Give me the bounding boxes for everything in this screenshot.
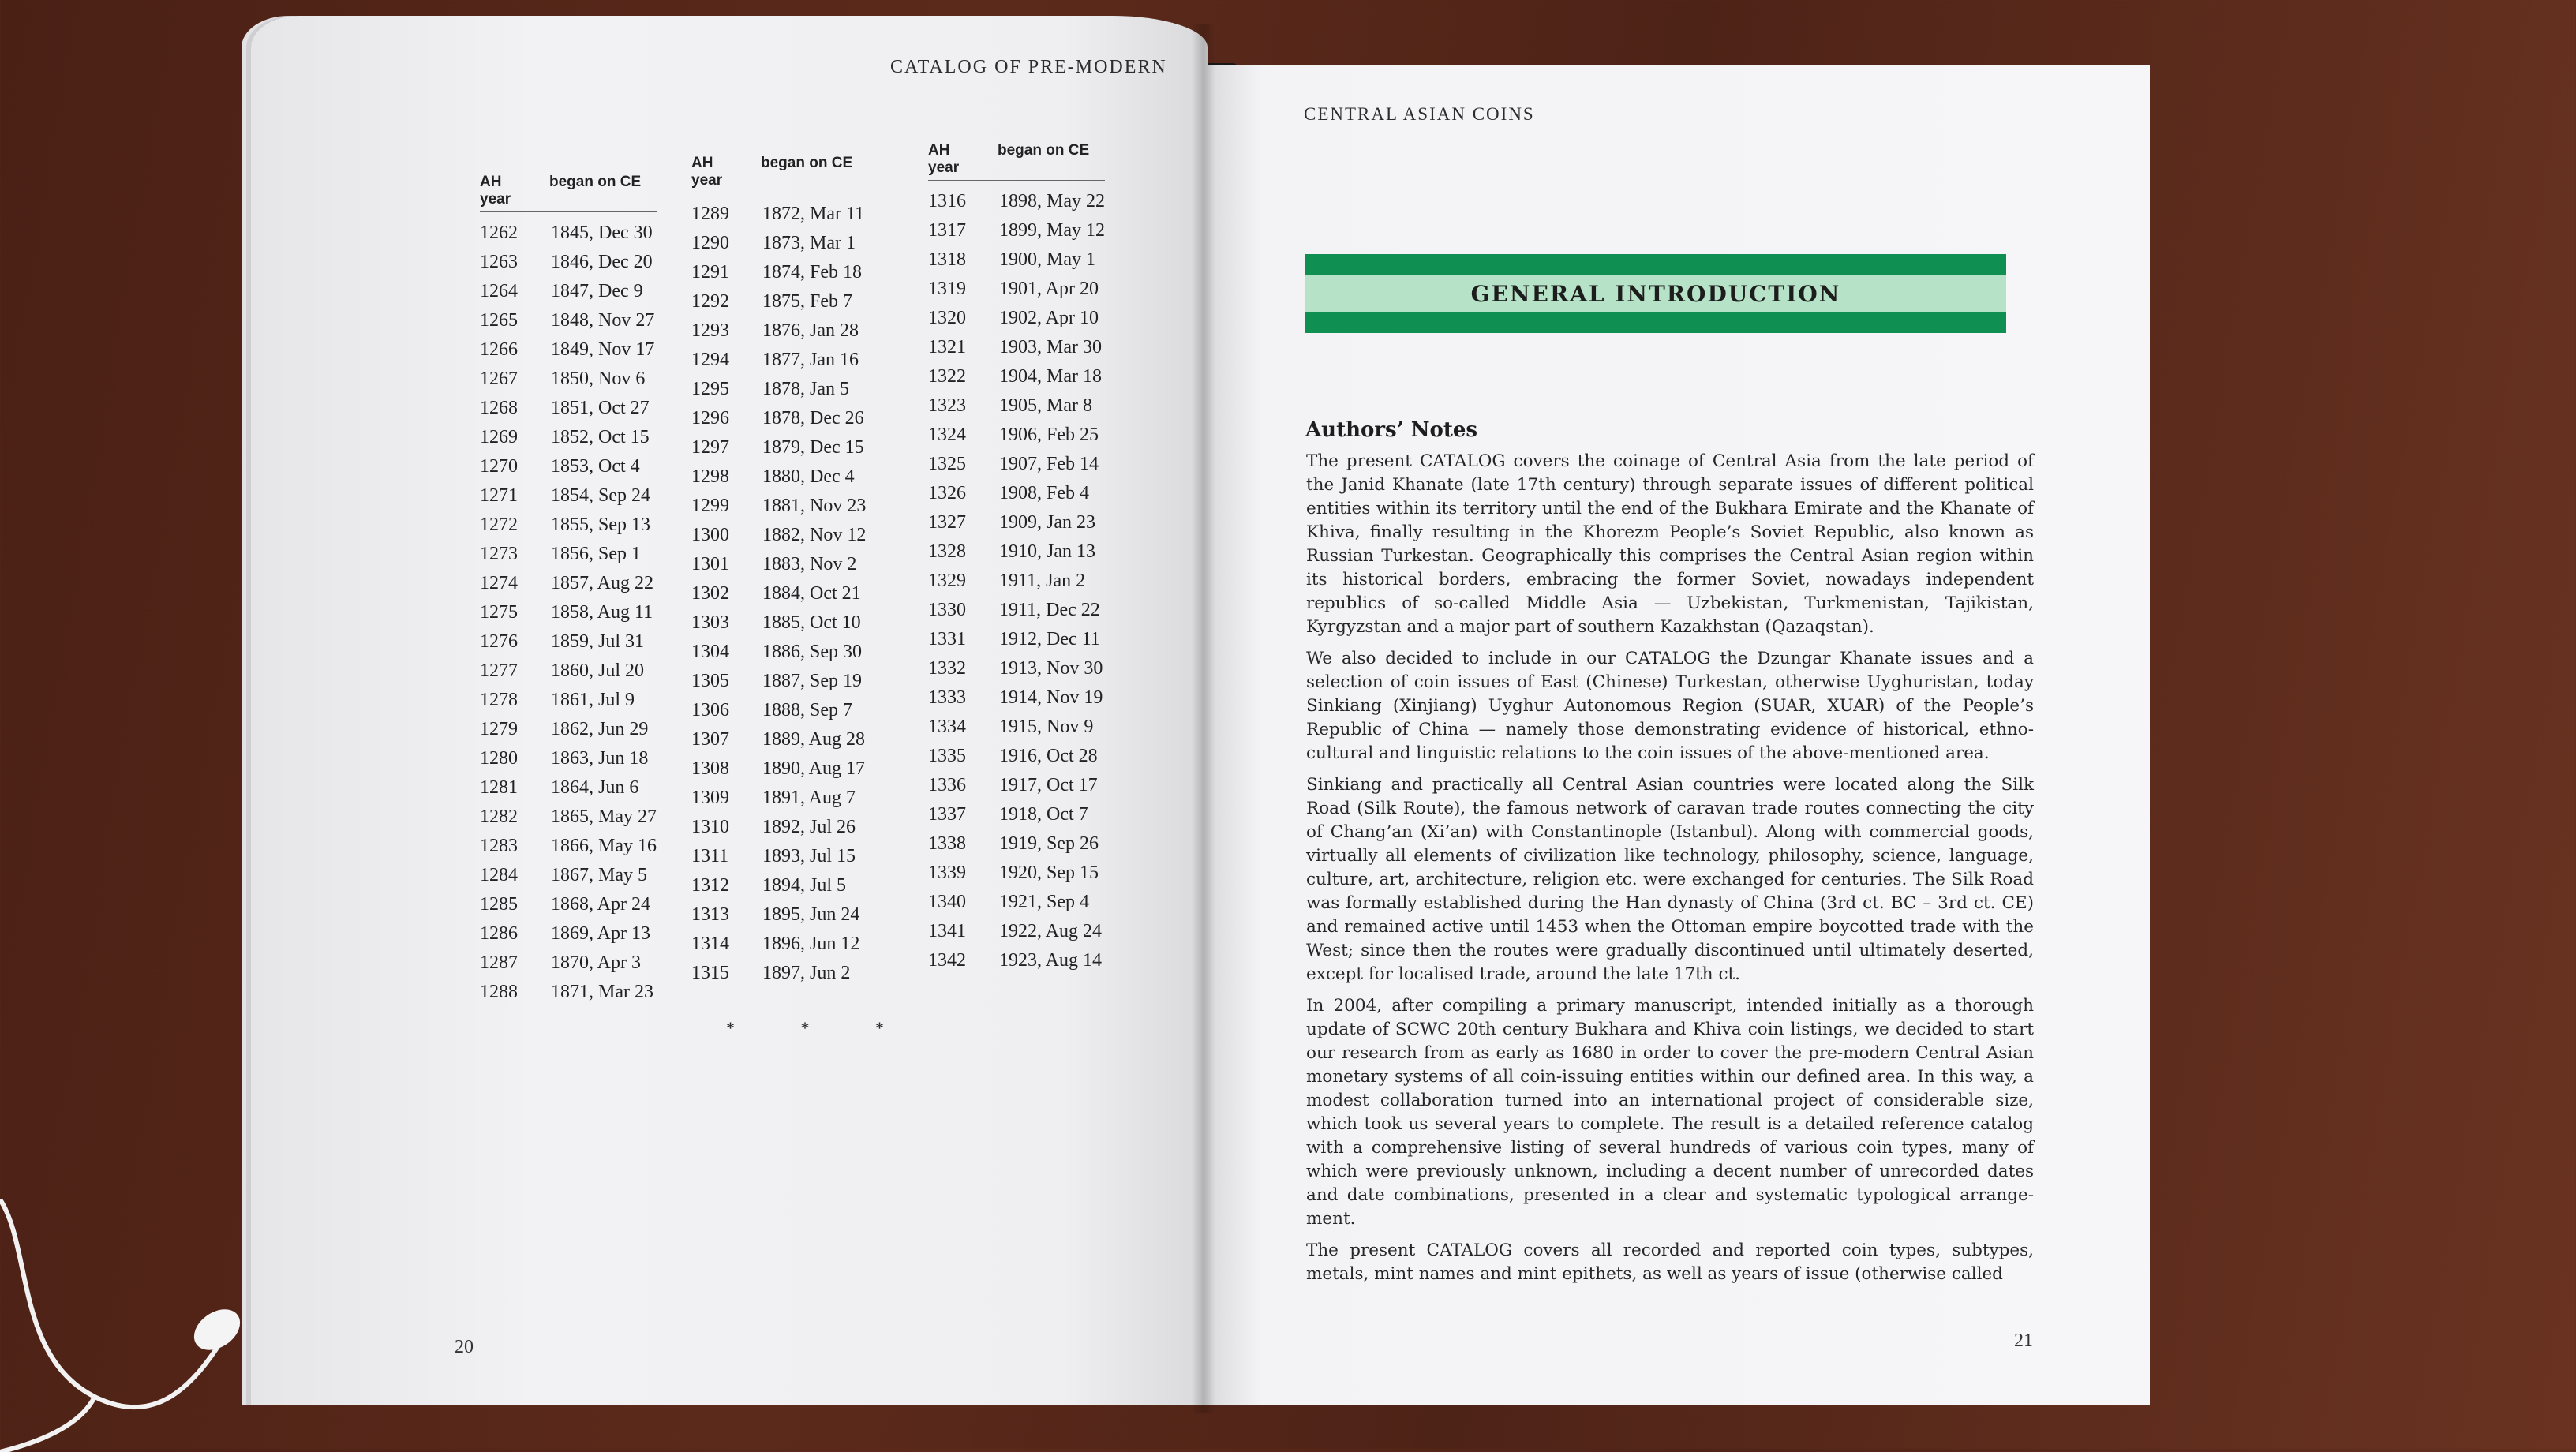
ce-date: 1904, Mar 18	[999, 366, 1102, 387]
page-number-right: 21	[2014, 1330, 2033, 1351]
ah-year: 1299	[691, 496, 729, 516]
calendar-row	[928, 596, 1105, 625]
calendar-row	[691, 784, 866, 813]
calendar-row	[691, 550, 866, 579]
calendar-row	[480, 890, 657, 919]
ah-year: 1280	[480, 748, 518, 769]
ah-year: 1291	[691, 262, 729, 283]
calendar-row	[928, 742, 1105, 771]
ce-date: 1850, Nov 6	[551, 369, 646, 389]
ce-date: 1897, Jun 2	[762, 963, 851, 983]
book-gutter	[1192, 24, 1215, 1413]
calendar-row	[480, 394, 657, 423]
ah-year: 1317	[928, 220, 966, 241]
ah-year: 1321	[928, 337, 966, 357]
calendar-row	[691, 813, 866, 842]
ce-date: 1923, Aug 14	[999, 950, 1103, 971]
ce-date: 1849, Nov 17	[551, 339, 655, 360]
calendar-row	[691, 959, 866, 988]
calendar-row	[480, 949, 657, 978]
calendar-row	[480, 744, 657, 773]
ah-year: 1281	[480, 777, 518, 798]
ah-year: 1310	[691, 817, 729, 837]
ah-year: 1289	[691, 204, 729, 224]
ce-date: 1848, Nov 27	[551, 310, 655, 331]
calendar-row	[480, 569, 657, 598]
calendar-row	[480, 803, 657, 832]
calendar-row	[928, 187, 1105, 216]
ce-date: 1910, Jan 13	[999, 541, 1095, 562]
ah-year: 1326	[928, 483, 966, 503]
ce-date: 1896, Jun 12	[762, 934, 860, 954]
ah-year: 1318	[928, 249, 966, 270]
ce-date: 1900, May 1	[999, 249, 1095, 270]
ah-year: 1267	[480, 369, 518, 389]
calendar-row	[480, 919, 657, 949]
ce-date: 1878, Jan 5	[762, 379, 849, 399]
calendar-row	[928, 479, 1105, 508]
calendar-header-ah: AH year	[928, 142, 960, 176]
calendar-row	[928, 450, 1105, 479]
asterisk: *	[726, 1018, 735, 1038]
ah-year: 1301	[691, 554, 729, 574]
ce-date: 1862, Jun 29	[551, 719, 649, 739]
calendar-row	[928, 946, 1105, 975]
calendar-row	[928, 683, 1105, 713]
ce-date: 1905, Mar 8	[999, 395, 1092, 416]
ce-date: 1869, Apr 13	[551, 923, 650, 944]
calendar-header	[691, 155, 866, 193]
calendar-row	[691, 404, 866, 433]
ce-date: 1894, Jul 5	[762, 875, 847, 896]
ah-year: 1271	[480, 485, 518, 506]
calendar-header-ah: AH year	[691, 155, 723, 189]
ah-year: 1334	[928, 717, 966, 737]
ah-year: 1325	[928, 454, 966, 474]
ce-date: 1872, Mar 11	[762, 204, 865, 224]
ah-year: 1314	[691, 934, 729, 954]
ce-date: 1901, Apr 20	[999, 279, 1099, 299]
calendar-row	[691, 579, 866, 608]
calendar-row	[691, 316, 866, 346]
calendar-row	[480, 219, 657, 248]
ah-year: 1342	[928, 950, 966, 971]
calendar-header	[928, 142, 1105, 181]
ce-date: 1853, Oct 4	[551, 456, 640, 477]
calendar-header-ce: began on CE	[549, 174, 642, 190]
calendar-column-3	[928, 142, 1105, 975]
calendar-row	[928, 362, 1105, 391]
calendar-row	[928, 829, 1105, 859]
ce-date: 1877, Jan 16	[762, 350, 859, 370]
ah-year: 1323	[928, 395, 966, 416]
chapter-banner	[1305, 254, 2006, 333]
ce-date: 1899, May 12	[999, 220, 1105, 241]
ce-date: 1847, Dec 9	[551, 281, 643, 301]
ah-year: 1329	[928, 571, 966, 591]
ce-date: 1893, Jul 15	[762, 846, 856, 866]
ce-date: 1920, Sep 15	[999, 863, 1099, 883]
ce-date: 1880, Dec 4	[762, 466, 855, 487]
ah-year: 1276	[480, 631, 518, 652]
ce-date: 1868, Apr 24	[551, 894, 650, 915]
ah-year: 1293	[691, 320, 729, 341]
calendar-row	[691, 930, 866, 959]
ce-date: 1909, Jan 23	[999, 512, 1095, 533]
calendar-header-ce: began on CE	[761, 155, 853, 171]
calendar-row	[928, 508, 1105, 537]
calendar-row	[480, 540, 657, 569]
ah-year: 1268	[480, 398, 518, 418]
ah-year: 1262	[480, 223, 518, 243]
ce-date: 1852, Oct 15	[551, 427, 650, 447]
ah-year: 1287	[480, 952, 518, 973]
ce-date: 1921, Sep 4	[999, 892, 1089, 912]
asterisk: *	[875, 1018, 884, 1038]
section-separator	[726, 1018, 884, 1038]
ah-year: 1296	[691, 408, 729, 428]
ah-year: 1311	[691, 846, 729, 866]
calendar-row	[691, 871, 866, 900]
ce-date: 1865, May 27	[551, 806, 657, 827]
ce-date: 1922, Aug 24	[999, 921, 1103, 941]
ce-date: 1864, Jun 6	[551, 777, 639, 798]
ah-year: 1284	[480, 865, 518, 885]
ce-date: 1914, Nov 19	[999, 687, 1103, 708]
ce-date: 1874, Feb 18	[762, 262, 862, 283]
ce-date: 1858, Aug 11	[551, 602, 653, 623]
calendar-row	[928, 567, 1105, 596]
calendar-row	[928, 391, 1105, 421]
calendar-row	[480, 277, 657, 306]
ce-date: 1912, Dec 11	[999, 629, 1100, 649]
calendar-row	[480, 657, 657, 686]
calendar-row	[928, 713, 1105, 742]
ce-date: 1892, Jul 26	[762, 817, 856, 837]
chapter-title: GENERAL INTRODUCTION	[1305, 275, 2006, 312]
ce-date: 1876, Jan 28	[762, 320, 859, 341]
ah-year: 1322	[928, 366, 966, 387]
ah-year: 1270	[480, 456, 518, 477]
calendar-row	[928, 421, 1105, 450]
calendar-row	[480, 978, 657, 1007]
ce-date: 1870, Apr 3	[551, 952, 641, 973]
ce-date: 1886, Sep 30	[762, 642, 862, 662]
ce-date: 1911, Jan 2	[999, 571, 1086, 591]
calendar-header-ce: began on CE	[998, 142, 1090, 159]
ah-year: 1292	[691, 291, 729, 312]
calendar-row	[928, 216, 1105, 245]
ah-year: 1312	[691, 875, 729, 896]
paragraph: Sinkiang and practically all Central Asian countries were located along the Silk Road (Silk Route), the famous network of caravan trade routes connecting the city of Chang’an (Xi’an) with Constantinople (Istanbul). Along with commercial goods, virtually all elements of civilization like technology, philosophy, science, language, culture, art, architecture, religion etc. were exchanged for centuries. The Silk Road was formally established during the Han dynasty of China (3rd ct. BC – 3rd ct. CE) and remained active until 1453 when the Ottoman empire boycotted trade with the West; since then the routes were gradually discontinued until ultimately deserted, except for localised trade, around the late 17th ct.	[1306, 775, 2034, 984]
paragraph: In 2004, after compiling a primary manuscript, intended initially as a thorough update of SCWC 20th century Bukhara and Khiva coin listings, we decided to start our research from as early as 1680 in order to cover the pre-modern Central Asian monetary systems of all coin-issuing entities within our defined area. In this way, a modest collaboration turned into an international project of considerable size, which took us several years to complete. The result is a detailed reference catalog with a comprehensive listing of several hundreds of various coin types, many of which were previously unknown, including a decent number of unrecorded dates and date combinations, presented in a clear and systematic typological arrange-ment.	[1306, 996, 2034, 1229]
ce-date: 1854, Sep 24	[551, 485, 650, 506]
paragraph: We also decided to include in our CATALOG the Dzungar Khanate issues and a selection of coin issues of East (Chinese) Turkestan, otherwise Uyghuristan, today Sinkiang (Xinjiang) Uyghur Autonomous Region (SUAR, XUAR) of the People’s Republic of China — namely those demonstrating evidence of historical, ethno-cultural and linguistic relations to the coin issues of the above-mentioned area.	[1306, 649, 2034, 763]
earphone-cable	[0, 1199, 268, 1452]
ah-year: 1285	[480, 894, 518, 915]
ce-date: 1851, Oct 27	[551, 398, 650, 418]
calendar-row	[691, 433, 866, 462]
body-text	[1306, 450, 2034, 1294]
calendar-row	[480, 423, 657, 452]
ah-year: 1328	[928, 541, 966, 562]
calendar-row	[928, 859, 1105, 888]
ce-date: 1915, Nov 9	[999, 717, 1094, 737]
calendar-row	[928, 275, 1105, 304]
running-head-right: CENTRAL ASIAN COINS	[1304, 104, 1535, 124]
ce-date: 1917, Oct 17	[999, 775, 1098, 795]
ah-year: 1273	[480, 544, 518, 564]
calendar-row	[691, 842, 866, 871]
asterisk: *	[800, 1018, 810, 1038]
ah-year: 1327	[928, 512, 966, 533]
calendar-row	[480, 773, 657, 803]
ah-year: 1278	[480, 690, 518, 710]
calendar-row	[928, 625, 1105, 654]
ce-date: 1916, Oct 28	[999, 746, 1098, 766]
ah-year: 1336	[928, 775, 966, 795]
section-title: Authors’ Notes	[1305, 418, 1478, 442]
calendar-row	[480, 481, 657, 511]
ah-year: 1332	[928, 658, 966, 679]
calendar-row	[691, 492, 866, 521]
ce-date: 1855, Sep 13	[551, 515, 650, 535]
ah-year: 1275	[480, 602, 518, 623]
ah-year: 1333	[928, 687, 966, 708]
ce-date: 1890, Aug 17	[762, 758, 866, 779]
ce-date: 1845, Dec 30	[551, 223, 653, 243]
calendar-row	[691, 258, 866, 287]
ah-year: 1286	[480, 923, 518, 944]
calendar-row	[480, 248, 657, 277]
calendar-row	[480, 365, 657, 394]
ah-year: 1297	[691, 437, 729, 458]
calendar-row	[928, 771, 1105, 800]
ah-year: 1269	[480, 427, 518, 447]
calendar-row	[480, 452, 657, 481]
ah-year: 1339	[928, 863, 966, 883]
ce-date: 1903, Mar 30	[999, 337, 1102, 357]
ce-date: 1889, Aug 28	[762, 729, 866, 750]
ce-date: 1895, Jun 24	[762, 904, 860, 925]
calendar-row	[691, 725, 866, 754]
ce-date: 1882, Nov 12	[762, 525, 867, 545]
calendar-row	[480, 627, 657, 657]
calendar-row	[480, 598, 657, 627]
ah-year: 1330	[928, 600, 966, 620]
calendar-row	[691, 608, 866, 638]
ah-year: 1294	[691, 350, 729, 370]
ce-date: 1908, Feb 4	[999, 483, 1089, 503]
calendar-row	[691, 462, 866, 492]
ah-year: 1300	[691, 525, 729, 545]
ah-year: 1308	[691, 758, 729, 779]
calendar-row	[928, 800, 1105, 829]
calendar-row	[928, 333, 1105, 362]
calendar-header	[480, 174, 657, 212]
ce-date: 1884, Oct 21	[762, 583, 861, 604]
ce-date: 1887, Sep 19	[762, 671, 862, 691]
calendar-row	[691, 229, 866, 258]
page-number-left: 20	[455, 1337, 474, 1357]
calendar-row	[691, 375, 866, 404]
calendar-row	[691, 200, 866, 229]
calendar-row	[928, 537, 1105, 567]
calendar-row	[480, 306, 657, 335]
paragraph: The present CATALOG covers the coinage of Central Asia from the late period of the Janid Khanate (late 17th century) through separate issues of different political entities within its territory until the end of the Bukhara Emirate and the Khanate of Khiva, finally resulting in the Khorezm People’s Soviet Republic, also known as Russian Turkestan. Geographically this comprises the Central Asian region within its historical borders, embracing the former Soviet, nowadays independent republics of so-called Middle Asia — Uzbekistan, Turkmenistan, Tajikistan, Kyrgyzstan and a major part of southern Kazakhstan (Qazaqstan).	[1306, 451, 2034, 637]
ah-year: 1302	[691, 583, 729, 604]
ce-date: 1902, Apr 10	[999, 308, 1099, 328]
ah-year: 1324	[928, 425, 966, 445]
ah-year: 1306	[691, 700, 729, 720]
ce-date: 1871, Mar 23	[551, 982, 653, 1002]
calendar-row	[691, 638, 866, 667]
ce-date: 1911, Dec 22	[999, 600, 1100, 620]
ah-year: 1290	[691, 233, 729, 253]
running-head-left: CATALOG OF PRE-MODERN	[890, 57, 1167, 77]
ah-year: 1277	[480, 661, 518, 681]
calendar-row	[480, 832, 657, 861]
ah-year: 1283	[480, 836, 518, 856]
ah-year: 1309	[691, 788, 729, 808]
ce-date: 1875, Feb 7	[762, 291, 852, 312]
ce-date: 1856, Sep 1	[551, 544, 641, 564]
ah-year: 1338	[928, 833, 966, 854]
ce-date: 1883, Nov 2	[762, 554, 857, 574]
calendar-row	[691, 900, 866, 930]
ce-date: 1891, Aug 7	[762, 788, 856, 808]
ah-year: 1303	[691, 612, 729, 633]
ce-date: 1907, Feb 14	[999, 454, 1099, 474]
ce-date: 1863, Jun 18	[551, 748, 649, 769]
calendar-row	[691, 521, 866, 550]
calendar-row	[480, 335, 657, 365]
ce-date: 1918, Oct 7	[999, 804, 1088, 825]
calendar-row	[928, 917, 1105, 946]
ce-date: 1919, Sep 26	[999, 833, 1099, 854]
ah-year: 1265	[480, 310, 518, 331]
ce-date: 1888, Sep 7	[762, 700, 852, 720]
calendar-row	[691, 667, 866, 696]
ah-year: 1331	[928, 629, 966, 649]
ce-date: 1859, Jul 31	[551, 631, 645, 652]
ah-year: 1264	[480, 281, 518, 301]
ah-year: 1320	[928, 308, 966, 328]
ah-year: 1335	[928, 746, 966, 766]
ah-year: 1316	[928, 191, 966, 211]
ah-year: 1274	[480, 573, 518, 593]
ce-date: 1898, May 22	[999, 191, 1105, 211]
ah-year: 1298	[691, 466, 729, 487]
calendar-row	[691, 287, 866, 316]
calendar-row	[928, 245, 1105, 275]
ah-year: 1337	[928, 804, 966, 825]
ah-year: 1341	[928, 921, 966, 941]
ah-year: 1279	[480, 719, 518, 739]
calendar-column-1	[480, 174, 657, 1007]
ce-date: 1881, Nov 23	[762, 496, 867, 516]
ce-date: 1857, Aug 22	[551, 573, 654, 593]
ce-date: 1873, Mar 1	[762, 233, 856, 253]
calendar-row	[691, 754, 866, 784]
ce-date: 1866, May 16	[551, 836, 657, 856]
calendar-column-2	[691, 155, 866, 988]
calendar-row	[928, 304, 1105, 333]
ah-year: 1305	[691, 671, 729, 691]
ah-year: 1319	[928, 279, 966, 299]
ah-year: 1340	[928, 892, 966, 912]
ce-date: 1860, Jul 20	[551, 661, 645, 681]
ah-year: 1307	[691, 729, 729, 750]
calendar-row	[480, 511, 657, 540]
ah-year: 1282	[480, 806, 518, 827]
calendar-row	[928, 888, 1105, 917]
ah-year: 1304	[691, 642, 729, 662]
calendar-row	[691, 696, 866, 725]
ah-year: 1313	[691, 904, 729, 925]
ce-date: 1885, Oct 10	[762, 612, 861, 633]
ah-year: 1315	[691, 963, 729, 983]
calendar-header-ah: AH year	[480, 174, 511, 208]
ah-year: 1266	[480, 339, 518, 360]
ce-date: 1861, Jul 9	[551, 690, 635, 710]
ce-date: 1867, May 5	[551, 865, 647, 885]
ce-date: 1879, Dec 15	[762, 437, 864, 458]
ah-year: 1272	[480, 515, 518, 535]
ah-year: 1288	[480, 982, 518, 1002]
calendar-row	[480, 861, 657, 890]
calendar-row	[480, 686, 657, 715]
ce-date: 1878, Dec 26	[762, 408, 864, 428]
ah-year: 1295	[691, 379, 729, 399]
calendar-row	[691, 346, 866, 375]
ce-date: 1906, Feb 25	[999, 425, 1099, 445]
paragraph: The present CATALOG covers all recorded and reported coin types, subtypes, metals, mint names and mint epithets, as well as years of issue (otherwise called	[1306, 1241, 2034, 1284]
ce-date: 1846, Dec 20	[551, 252, 653, 272]
ce-date: 1913, Nov 30	[999, 658, 1103, 679]
calendar-row	[480, 715, 657, 744]
ah-year: 1263	[480, 252, 518, 272]
calendar-row	[928, 654, 1105, 683]
